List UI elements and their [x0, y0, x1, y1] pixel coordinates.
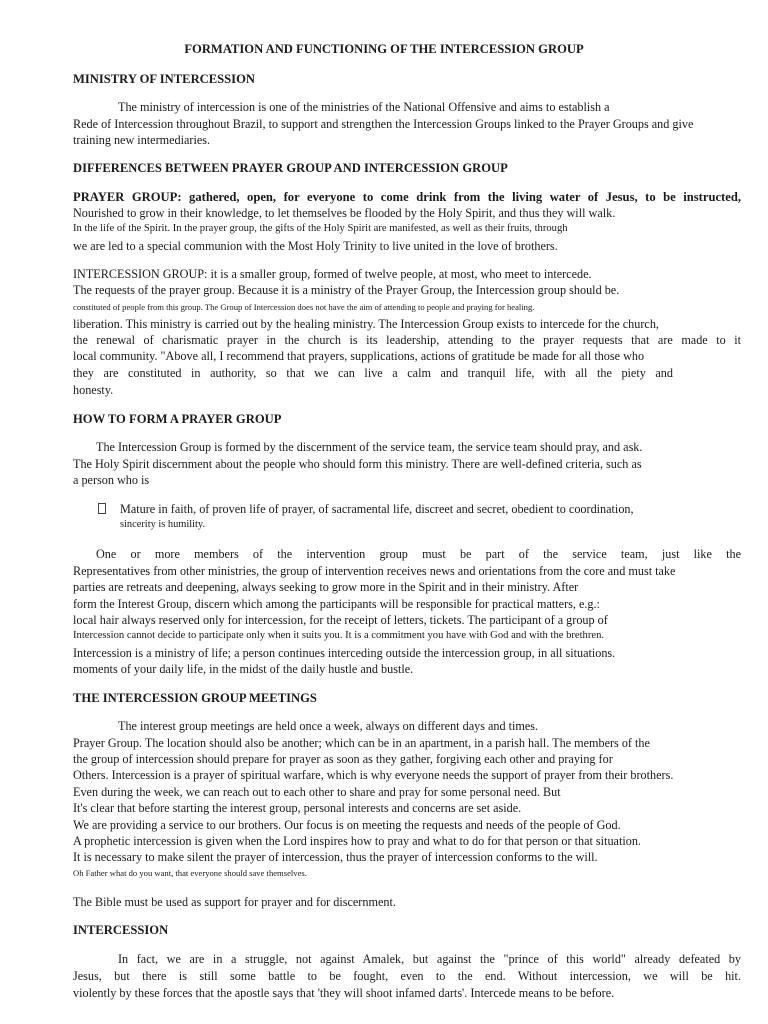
paragraph-line: Representatives from other ministries, the group of intervention receives news and orientations from the core and must take: [73, 564, 676, 578]
paragraph-line: the renewal of charismatic prayer in the church is its leadership, attending to the prayer requests that are made to it: [73, 333, 741, 347]
heading-differences: DIFFERENCES BETWEEN PRAYER GROUP AND INTERCESSION GROUP: [73, 161, 508, 175]
paragraph-line: In fact, we are in a struggle, not against Amalek, but against the "prince of this world" already defeated by: [118, 952, 741, 966]
bullet-item-continued: sincerity is humility.: [120, 519, 206, 530]
paragraph-line: moments of your daily life, in the midst of the daily hustle and bustle.: [73, 662, 414, 676]
heading-how-to-form: HOW TO FORM A PRAYER GROUP: [73, 412, 282, 426]
paragraph-line: The requests of the prayer group. Because it is a ministry of the Prayer Group, the Intercession group should be.: [73, 283, 620, 297]
paragraph-line: The interest group meetings are held once a week, always on different days and times.: [118, 719, 539, 733]
paragraph-line: One or more members of the intervention group must be part of the service team, just like the: [96, 547, 741, 561]
paragraph-line: form the Interest Group, discern which among the participants will be responsible for practical matters, e.g.:: [73, 597, 600, 611]
paragraph-line: training new intermediaries.: [73, 133, 211, 147]
paragraph-line: It is necessary to make silent the prayer of intercession, thus the prayer of intercession conforms to the will.: [73, 850, 598, 864]
paragraph-line: The Bible must be used as support for prayer and for discernment.: [73, 895, 396, 909]
paragraph-line: Even during the week, we can reach out to each other to share and pray for some personal need. But: [73, 785, 561, 799]
paragraph-line: Nourished to grow in their knowledge, to let themselves be flooded by the Holy Spirit, and thus they will walk.: [73, 206, 616, 220]
heading-intercession: INTERCESSION: [73, 923, 169, 937]
heading-ministry-of-intercession: MINISTRY OF INTERCESSION: [73, 72, 255, 86]
paragraph-line: INTERCESSION GROUP: it is a smaller group, formed of twelve people, at most, who meet to intercede.: [73, 267, 592, 281]
paragraph-line: A prophetic intercession is given when the Lord inspires how to pray and what to do for that person or that situation.: [73, 834, 641, 848]
paragraph-line-bold: PRAYER GROUP: gathered, open, for everyone to come drink from the living water of Jesus, to be instructed,: [73, 190, 741, 204]
document-title: FORMATION AND FUNCTIONING OF THE INTERCESSION GROUP: [184, 42, 584, 56]
paragraph-line: the group of intercession should prepare for prayer as soon as they gather, forgiving each other and praying for: [73, 752, 613, 766]
paragraph-line: In the life of the Spirit. In the prayer group, the gifts of the Holy Spirit are manifested, as well as their fruits, through: [73, 223, 568, 234]
paragraph-line: Jesus, but there is still some battle to be fought, even to the end. Without intercession, we will be hit.: [73, 969, 741, 983]
paragraph-line: constituted of people from this group. The Group of Intercession does not have the aim of attending to people and praying for healing.: [73, 302, 535, 312]
paragraph-line: local community. "Above all, I recommend that prayers, supplications, actions of gratitude be made for all those who: [73, 349, 645, 363]
paragraph-line: The Intercession Group is formed by the discernment of the service team, the service team should pray, and ask.: [96, 440, 643, 454]
paragraph-line: The Holy Spirit discernment about the people who should form this ministry. There are well-defined criteria, such as: [73, 457, 642, 471]
paragraph-line: Rede of Intercession throughout Brazil, to support and strengthen the Intercession Groups linked to the Prayer Groups and give: [73, 117, 694, 131]
paragraph-line: we are led to a special communion with the Most Holy Trinity to live united in the love of brothers.: [73, 239, 558, 253]
bullet-item: Mature in faith, of proven life of prayer, of sacramental life, discreet and secret, obedient to coordination,: [120, 502, 634, 516]
paragraph-line: violently by these forces that the apostle says that 'they will shoot infamed darts'. Intercede means to be before.: [73, 986, 615, 1000]
paragraph-line: Others. Intercession is a prayer of spiritual warfare, which is why everyone needs the support of prayer from their brothers.: [73, 768, 674, 782]
paragraph-line: they are constituted in authority, so that we can live a calm and tranquil life, with all the piety and: [73, 366, 673, 380]
paragraph-line: It's clear that before starting the interest group, personal interests and concerns are set aside.: [73, 801, 522, 815]
paragraph-line: local hair always reserved only for intercession, for the receipt of letters, tickets. The participant of a group of: [73, 613, 608, 627]
paragraph-line: Prayer Group. The location should also be another; which can be in an apartment, in a parish hall. The members of the: [73, 736, 650, 750]
paragraph-line: honesty.: [73, 383, 114, 397]
paragraph-line: Intercession cannot decide to participate only when it suits you. It is a commitment you have with God and with the brethren.: [73, 630, 605, 641]
heading-meetings: THE INTERCESSION GROUP MEETINGS: [73, 691, 317, 705]
paragraph-line: We are providing a service to our brothers. Our focus is on meeting the requests and needs of the people of God.: [73, 818, 621, 832]
paragraph-line: parties are retreats and deepening, always seeking to grow more in the Spirit and in their ministry. After: [73, 580, 579, 594]
paragraph-line: liberation. This ministry is carried out by the healing ministry. The Intercession Group exists to intercede for the church,: [73, 317, 659, 331]
paragraph-line: a person who is: [73, 473, 150, 487]
paragraph-line: Intercession is a ministry of life; a person continues interceding outside the intercession group, in all situations.: [73, 646, 616, 660]
paragraph-line: Oh Father what do you want, that everyone should save themselves.: [73, 868, 307, 878]
bullet-box-icon: [98, 503, 106, 514]
paragraph-line: The ministry of intercession is one of the ministries of the National Offensive and aims to establish a: [118, 100, 610, 114]
